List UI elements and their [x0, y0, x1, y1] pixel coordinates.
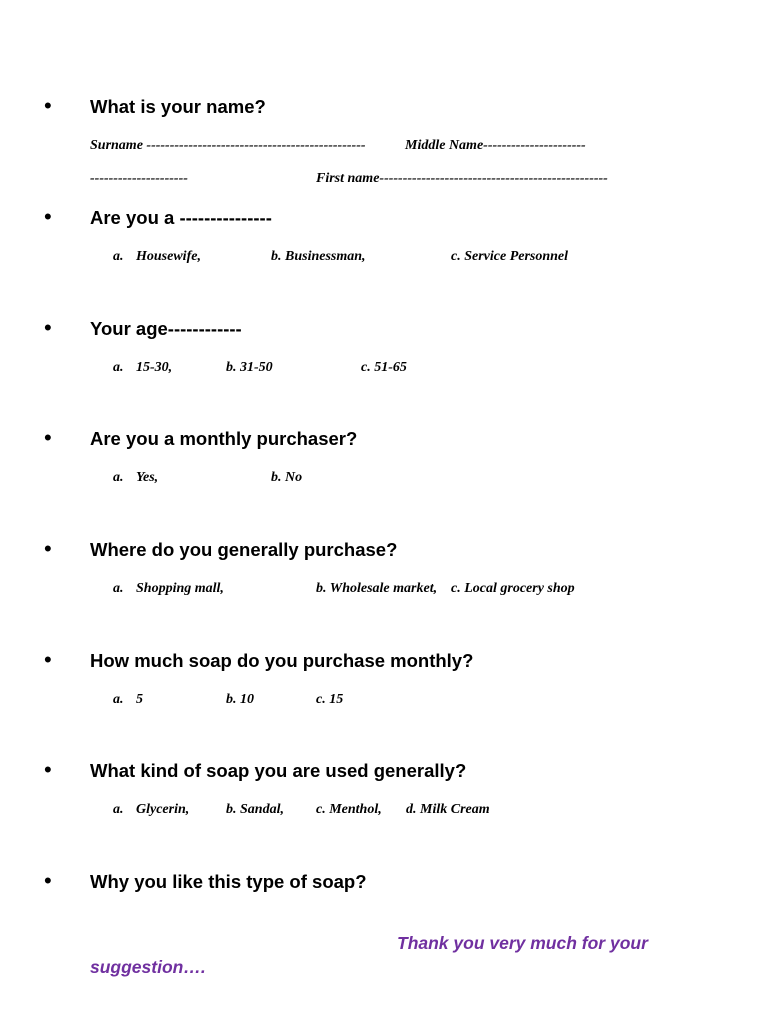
option-age-31-50: b. 31-50: [226, 360, 273, 375]
question-why: Why you like this type of soap?: [90, 871, 367, 892]
bullet-icon: •: [44, 93, 52, 118]
bullet-icon: •: [44, 315, 52, 340]
question-purchase-place: Where do you generally purchase?: [90, 539, 398, 560]
question-monthly-purchaser: Are you a monthly purchaser?: [90, 428, 358, 449]
question-name: What is your name?: [90, 96, 266, 117]
question-occupation: Are you a ---------------: [90, 207, 272, 228]
option-no: b. No: [271, 470, 303, 485]
option-shopping-mall: Shopping mall,: [136, 581, 224, 596]
bullet-icon: •: [44, 868, 52, 893]
option-menthol: c. Menthol,: [316, 802, 382, 817]
option-marker-a: a.: [113, 802, 124, 817]
first-name-field: First name-------------------------------------------------: [316, 171, 608, 186]
option-service-personnel: c. Service Personnel: [451, 249, 569, 264]
option-businessman: b. Businessman,: [271, 249, 366, 264]
bullet-icon: •: [44, 647, 52, 672]
closing-message-line2: suggestion….: [90, 957, 206, 977]
option-marker-a: a.: [113, 249, 124, 264]
option-quantity-5: 5: [136, 692, 143, 707]
option-marker-a: a.: [113, 470, 124, 485]
question-soap-kind: What kind of soap you are used generally?: [90, 760, 467, 781]
option-quantity-10: b. 10: [226, 692, 254, 707]
bullet-icon: •: [44, 757, 52, 782]
bullet-icon: •: [44, 425, 52, 450]
option-sandal: b. Sandal,: [226, 802, 284, 817]
middle-name-field: Middle Name----------------------: [405, 138, 586, 153]
option-housewife: Housewife,: [136, 249, 201, 264]
question-age: Your age------------: [90, 318, 242, 339]
option-marker-a: a.: [113, 581, 124, 596]
option-marker-a: a.: [113, 360, 124, 375]
option-age-15-30: 15-30,: [136, 360, 173, 375]
option-quantity-15: c. 15: [316, 692, 344, 707]
option-yes: Yes,: [136, 470, 159, 485]
bullet-icon: •: [44, 536, 52, 561]
surname-field: Surname -----------------------------------------------: [90, 138, 366, 153]
option-age-51-65: c. 51-65: [361, 360, 407, 375]
bullet-icon: •: [44, 204, 52, 229]
option-milk-cream: d. Milk Cream: [406, 802, 490, 817]
closing-message-line1: Thank you very much for your: [397, 933, 648, 953]
option-wholesale-market: b. Wholesale market,: [316, 581, 438, 596]
option-local-grocery-shop: c. Local grocery shop: [451, 581, 575, 596]
option-glycerin: Glycerin,: [136, 802, 190, 817]
question-quantity: How much soap do you purchase monthly?: [90, 650, 474, 671]
option-marker-a: a.: [113, 692, 124, 707]
name-line-start: ---------------------: [90, 171, 188, 186]
